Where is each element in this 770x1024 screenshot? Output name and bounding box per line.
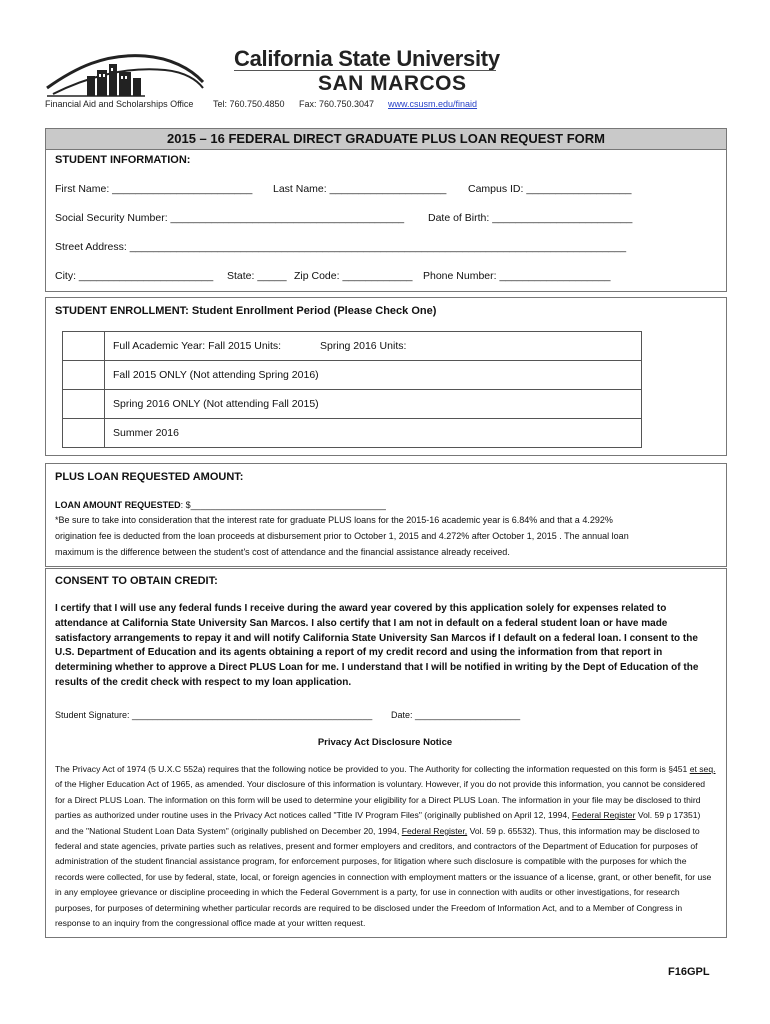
campus-id-field[interactable]: Campus ID: __________________ <box>468 183 632 195</box>
spring-only-label: Spring 2016 ONLY (Not attending Fall 2015) <box>105 390 642 419</box>
enrollment-row-summer <box>63 419 642 448</box>
fall-only-checkbox[interactable] <box>63 361 105 390</box>
last-name-field[interactable]: Last Name: ____________________ <box>273 183 447 195</box>
loan-note-line2: origination fee is deducted from the loan proceeds at disbursement prior to October 1, 2015 and 4.272% after October 1, 2015 . The annual loan <box>55 531 629 541</box>
enrollment-row-spring-only <box>63 390 642 419</box>
office-name: Financial Aid and Scholarships Office <box>45 99 194 109</box>
summer-checkbox[interactable] <box>63 419 105 448</box>
privacy-text-part2: of the Higher Education Act of 1965, as amended. Your disclosure of this information is voluntary. However, if you do not provide this information, you cannot be considered for a Direct PLUS Loan. The information on this form will be used to determine your eligibility for a Direct PLUS Loan. The information in your file may be disclosed to third parties as authorized under routine uses in the Privacy Act notices called "Title IV Program Files" (originally published on April 12, 1994, <box>55 779 706 821</box>
zip-code-field[interactable]: Zip Code: ____________ <box>294 270 413 282</box>
signature-date-field[interactable]: Date: _____________________ <box>391 710 521 720</box>
city-field[interactable]: City: _______________________ <box>55 270 214 282</box>
university-name: California State University <box>234 46 500 71</box>
dob-field[interactable]: Date of Birth: ________________________ <box>428 212 633 224</box>
first-name-field[interactable]: First Name: ________________________ <box>55 183 253 195</box>
form-code: F16GPL <box>668 966 710 978</box>
privacy-text-part4: Vol. 59 p. 65532). Thus, this information may be disclosed to federal and state agencies, private parties such as relatives, present and former employers and creditors, and contractors of the Department of Education for purposes of administration of the student financial assistance program, for enforcement purposes, for litigation where such disclosure is compatible with the purposes for which the records were collected, for use by federal, state, local, or foreign agencies in connection with employment matters or the issuance of a license, grant, or other benefit, for use in any employee grievance or discipline proceeding in which the Federal Government is a party, for use in connection with audits or other investigations, for research purposes, for purposes of determining whether particular records are required to be disclosed under the Freedom of Information Act, and to a Member of Congress in response to an inquiry from the congressional office made at your written request. <box>55 825 712 929</box>
full-year-checkbox[interactable] <box>63 332 105 361</box>
full-year-label: Full Academic Year: Fall 2015 Units: <box>113 340 282 352</box>
fall-only-label: Fall 2015 ONLY (Not attending Spring 2016) <box>105 361 642 390</box>
campus-name: SAN MARCOS <box>318 72 467 95</box>
street-address-field[interactable]: Street Address: _____________________________________________________________________________________ <box>55 241 627 253</box>
loan-amount-field[interactable] <box>55 500 386 510</box>
privacy-text-part1: The Privacy Act of 1974 (5 U.X.C 552a) requires that the following notice be provided to you. The Authority for collecting the information requested on this form is §451 <box>55 764 690 774</box>
header-divider <box>234 70 496 71</box>
plus-loan-heading: PLUS LOAN REQUESTED AMOUNT: <box>55 471 244 483</box>
loan-note-line1: *Be sure to take into consideration that the interest rate for graduate PLUS loans for the 2015-16 academic year is 6.84% and that a 4.292% <box>55 515 613 525</box>
privacy-et-seq: et seq. <box>689 764 716 774</box>
phone-number-field[interactable]: Phone Number: ___________________ <box>423 270 611 282</box>
privacy-notice-text <box>55 762 717 931</box>
spring-units-label: Spring 2016 Units: <box>320 340 407 352</box>
enrollment-heading: STUDENT ENROLLMENT: Student Enrollment Period (Please Check One) <box>55 305 437 317</box>
privacy-federal-register-2: Federal Register, <box>401 825 468 836</box>
website-link[interactable]: www.csusm.edu/finaid <box>388 99 478 109</box>
privacy-heading: Privacy Act Disclosure Notice <box>317 737 453 748</box>
enrollment-table <box>62 331 642 448</box>
spring-only-checkbox[interactable] <box>63 390 105 419</box>
university-logo <box>45 48 205 100</box>
state-field[interactable]: State: _____ <box>227 270 287 282</box>
enrollment-row-fall-only <box>63 361 642 390</box>
student-info-heading: STUDENT INFORMATION: <box>55 154 191 166</box>
privacy-federal-register-1: Federal Register <box>571 810 636 821</box>
loan-amount-line: : $_______________________________________ <box>180 500 386 510</box>
consent-paragraph: I certify that I will use any federal funds I receive during the award year covered by this application solely for expenses related to attendance at California State University San Marcos. I also certify that I am not in default on a federal student loan or have made satisfactory arrangements to repay it and will notify California State University San Marcos if I default on a federal loan. I consent to the U.S. Department of Education and its agents obtaining a report of my credit record and using the information from that report in determining whether to approve a Direct PLUS Loan for me. I understand that I will be notified in writing by the Dept of Education of the results of the credit check with respect to my loan application. <box>55 603 699 688</box>
ssn-field[interactable]: Social Security Number: ________________________________________ <box>55 212 405 224</box>
consent-heading: CONSENT TO OBTAIN CREDIT: <box>55 575 218 587</box>
form-title: 2015 – 16 FEDERAL DIRECT GRADUATE PLUS LOAN REQUEST FORM <box>45 128 727 150</box>
office-tel: Tel: 760.750.4850 <box>213 99 285 109</box>
privacy-text-part3: Vol. 59 p 17351) and the "National Student Loan Data System" (originally published on December 20, 1994, <box>55 810 701 836</box>
summer-label: Summer 2016 <box>105 419 642 448</box>
student-signature-field[interactable]: Student Signature: ________________________________________________ <box>55 710 373 720</box>
loan-amount-label: LOAN AMOUNT REQUESTED <box>55 500 181 510</box>
office-fax: Fax: 760.750.3047 <box>299 99 375 109</box>
loan-note-line3: maximum is the difference between the student's cost of attendance and the financial assistance already received. <box>55 547 510 557</box>
enrollment-row-full-year <box>63 332 642 361</box>
